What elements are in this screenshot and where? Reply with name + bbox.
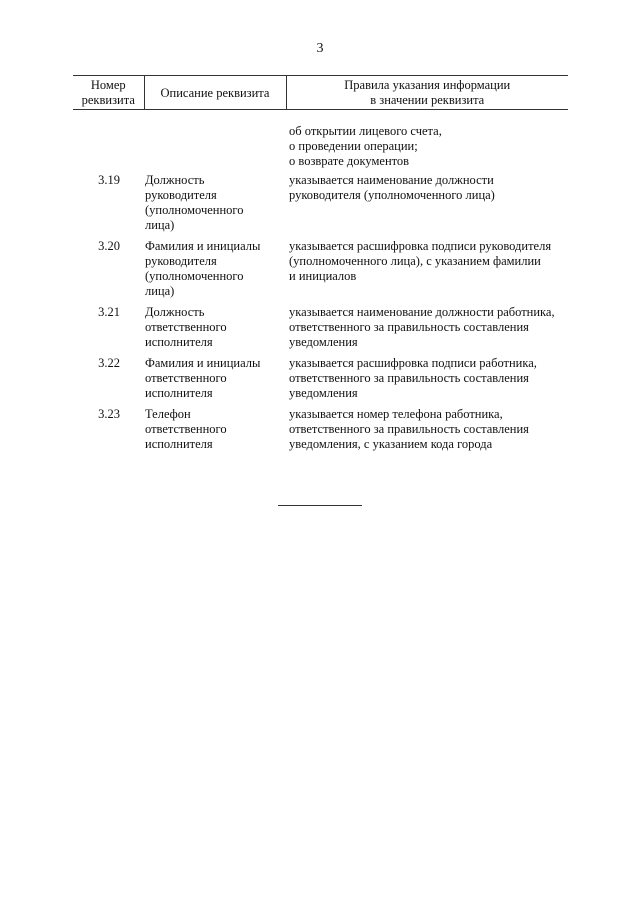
rule-line: ответственного за правильность составления: [289, 371, 529, 385]
description-line: руководителя: [145, 188, 217, 202]
row-number: 3.21: [98, 305, 120, 319]
rule-line: уведомления: [289, 386, 358, 400]
rule-line: указывается номер телефона работника,: [289, 407, 503, 421]
description-line: Фамилия и инициалы: [145, 356, 261, 370]
description-line: ответственного: [145, 422, 227, 436]
header-description: [144, 76, 286, 110]
rule-line: об открытии лицевого счета,: [289, 124, 442, 138]
header-number-line: реквизита: [81, 93, 135, 107]
header-rules-line: в значении реквизита: [370, 93, 485, 107]
description-line: лица): [145, 218, 175, 232]
row-rules-cell: [286, 110, 568, 174]
description-line: исполнителя: [145, 335, 213, 349]
page-number: 3: [316, 41, 324, 56]
row-description-cell: [144, 356, 286, 407]
row-number: 3.20: [98, 239, 120, 253]
rule-line: ответственного за правильность составления: [289, 422, 529, 436]
description-line: (уполномоченного: [145, 269, 244, 283]
table-row: [73, 407, 568, 452]
row-rules-cell: [286, 305, 568, 356]
table-row: [73, 173, 568, 239]
row-description-cell: [144, 110, 286, 174]
end-of-document-divider: [278, 505, 362, 506]
table-row: [73, 239, 568, 305]
row-number-cell: [73, 110, 144, 174]
row-number: 3.22: [98, 356, 120, 370]
header-description-line: Описание реквизита: [160, 85, 270, 100]
description-line: ответственного: [145, 371, 227, 385]
table-header: [73, 76, 568, 110]
header-number-line: Номер: [90, 78, 126, 92]
rule-line: о проведении операции;: [289, 139, 418, 153]
rule-line: руководителя (уполномоченного лица): [289, 188, 495, 202]
description-line: исполнителя: [145, 386, 213, 400]
row-rules-cell: [286, 173, 568, 239]
requisites-table: [73, 75, 568, 452]
header-rules-line: Правила указания информации: [344, 78, 511, 92]
rule-line: (уполномоченного лица), с указанием фамилии: [289, 254, 541, 268]
table-row: [73, 305, 568, 356]
description-line: Фамилия и инициалы: [145, 239, 261, 253]
description-line: ответственного: [145, 320, 227, 334]
description-line: Телефон: [145, 407, 191, 421]
row-description-cell: [144, 305, 286, 356]
rule-line: ответственного за правильность составления: [289, 320, 529, 334]
rule-line: указывается расшифровка подписи руководителя: [289, 239, 552, 253]
rule-line: указывается расшифровка подписи работника,: [289, 356, 537, 370]
description-line: руководителя: [145, 254, 217, 268]
header-rules: [286, 76, 568, 110]
row-description-cell: [144, 407, 286, 452]
row-number: 3.19: [98, 173, 120, 187]
description-line: Должность: [145, 305, 205, 319]
table-row-continuation: [73, 110, 568, 174]
rule-line: уведомления: [289, 335, 358, 349]
rule-line: указывается наименование должности работника,: [289, 305, 555, 319]
row-rules-cell: [286, 356, 568, 407]
row-number: 3.23: [98, 407, 120, 421]
row-rules-cell: [286, 239, 568, 305]
row-description-cell: [144, 173, 286, 239]
header-number: [73, 76, 144, 110]
description-line: Должность: [145, 173, 205, 187]
rule-line: указывается наименование должности: [289, 173, 494, 187]
rule-line: и инициалов: [289, 269, 357, 283]
description-line: исполнителя: [145, 437, 213, 451]
rule-line: уведомления, с указанием кода города: [289, 437, 493, 451]
description-line: лица): [145, 284, 175, 298]
row-rules-cell: [286, 407, 568, 452]
row-description-cell: [144, 239, 286, 305]
rule-line: о возврате документов: [289, 154, 410, 168]
table-row: [73, 356, 568, 407]
description-line: (уполномоченного: [145, 203, 244, 217]
